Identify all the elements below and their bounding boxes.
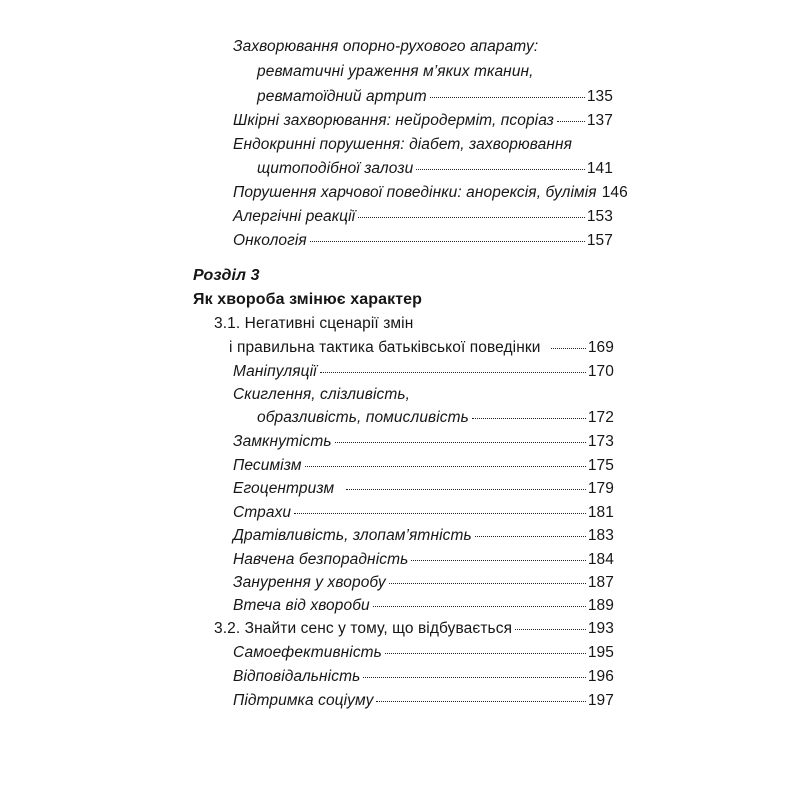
toc-entry-text: щитоподібної залози: [257, 160, 414, 177]
toc-entry-text: 3.1. Негативні сценарії змін: [214, 315, 414, 332]
toc-entry: [233, 184, 628, 206]
toc-page-number: 193: [587, 620, 614, 637]
toc-entry-text: Егоцентризм: [233, 480, 335, 497]
toc-entry-text: Скиглення, слізливість,: [233, 386, 411, 403]
toc-page-number: 181: [587, 504, 614, 521]
toc-page-number: 169: [587, 339, 614, 356]
toc-entry: [257, 160, 613, 182]
toc-entry-text: Маніпуляції: [233, 363, 317, 380]
toc-entry-text: Страхи: [233, 504, 292, 521]
chapter-label: Розділ 3: [193, 267, 260, 284]
toc-entry-text: Втеча від хвороби: [233, 597, 370, 614]
toc-page-number: 172: [587, 409, 614, 426]
dot-leader: [389, 583, 586, 584]
dot-leader: [363, 677, 586, 678]
toc-entry-text: Занурення у хворобу: [233, 574, 386, 591]
dot-leader: [475, 536, 586, 537]
dot-leader: [376, 701, 585, 702]
toc-entry-text: Онкологія: [233, 232, 307, 249]
toc-page-number: 195: [587, 644, 614, 661]
toc-page-number: 196: [587, 668, 614, 685]
toc-page-number: 187: [587, 574, 614, 591]
dot-leader: [310, 241, 585, 242]
toc-entry-text: Алергічні реакції: [233, 208, 356, 225]
dot-leader: [557, 121, 585, 122]
toc-page-number: 189: [587, 597, 614, 614]
toc-page-number: 170: [587, 363, 614, 380]
toc-entry: [233, 504, 614, 526]
toc-entry-text: Порушення харчової поведінки: анорексія, булімія: [233, 184, 597, 201]
toc-page-number: 184: [587, 551, 614, 568]
toc-page-number: 197: [587, 692, 614, 709]
dot-leader: [385, 653, 586, 654]
toc-entry: [233, 38, 613, 60]
dot-leader: [335, 442, 586, 443]
toc-entry-text: Дратівливість, злопам’ятність: [233, 527, 472, 544]
toc-entry-text: ревматоїдний артрит: [257, 88, 427, 105]
toc-page-number: 183: [587, 527, 614, 544]
toc-page-number: 135: [586, 88, 613, 105]
toc-entry: [233, 386, 614, 408]
toc-entry-text: образливість, помисливість: [257, 409, 469, 426]
toc-entry-text: 3.2. Знайти сенс у тому, що відбувається: [214, 620, 513, 637]
toc-entry-text: і правильна тактика батьківської поведінки: [229, 339, 541, 356]
toc-entry-text: Навчена безпорадність: [233, 551, 409, 568]
dot-leader: [416, 169, 584, 170]
toc-entry-text: Замкнутість: [233, 433, 332, 450]
dot-leader: [373, 606, 586, 607]
toc-page-number: 141: [586, 160, 613, 177]
toc-entry-text: Шкірні захворювання: нейродерміт, псоріаз: [233, 112, 554, 129]
toc-page-number: 146: [601, 184, 628, 201]
dot-leader: [472, 418, 586, 419]
toc-entry-text: Підтримка соціуму: [233, 692, 374, 709]
dot-leader: [358, 217, 585, 218]
toc-section: [229, 339, 614, 361]
toc-entry: [233, 574, 614, 596]
toc-entry: [233, 527, 614, 549]
toc-page-number: 137: [586, 112, 613, 129]
toc-entry: [233, 668, 614, 690]
toc-page-number: 179: [587, 480, 614, 497]
toc-entry-text: ревматичні ураження м’яких тканин,: [257, 63, 534, 80]
toc-entry: [233, 208, 613, 230]
toc-entry-text: Ендокринні порушення: діабет, захворювання: [233, 136, 572, 153]
toc-entry-text: Песимізм: [233, 457, 302, 474]
toc-entry-text: Захворювання опорно-рухового апарату:: [233, 38, 539, 55]
chapter-title: Як хвороба змінює характер: [193, 291, 423, 308]
dot-leader: [346, 489, 586, 490]
toc-entry: [233, 551, 614, 573]
toc-entry: [233, 232, 613, 254]
toc-section: [214, 620, 614, 642]
toc-page-number: 153: [586, 208, 613, 225]
toc-entry: [233, 433, 614, 455]
toc-page-number: 173: [587, 433, 614, 450]
toc-entry: [257, 63, 613, 85]
toc-entry: [257, 409, 614, 431]
toc-entry: [233, 136, 613, 158]
toc-entry: [233, 597, 614, 619]
toc-entry: [233, 363, 614, 385]
dot-leader: [551, 348, 586, 349]
toc-entry-text: Самоефективність: [233, 644, 382, 661]
toc-entry: [257, 88, 613, 110]
toc-entry: [233, 112, 613, 134]
dot-leader: [430, 97, 585, 98]
dot-leader: [515, 629, 586, 630]
toc-section: [214, 315, 614, 337]
dot-leader: [305, 466, 586, 467]
toc-entry: [233, 480, 614, 502]
toc-entry: [233, 457, 614, 479]
dot-leader: [411, 560, 585, 561]
toc-entry-text: Відповідальність: [233, 668, 361, 685]
toc-page-number: 157: [586, 232, 613, 249]
toc-entry: [233, 644, 614, 666]
toc-entry: [233, 692, 614, 714]
dot-leader: [320, 372, 586, 373]
toc-page-number: 175: [587, 457, 614, 474]
dot-leader: [294, 513, 586, 514]
